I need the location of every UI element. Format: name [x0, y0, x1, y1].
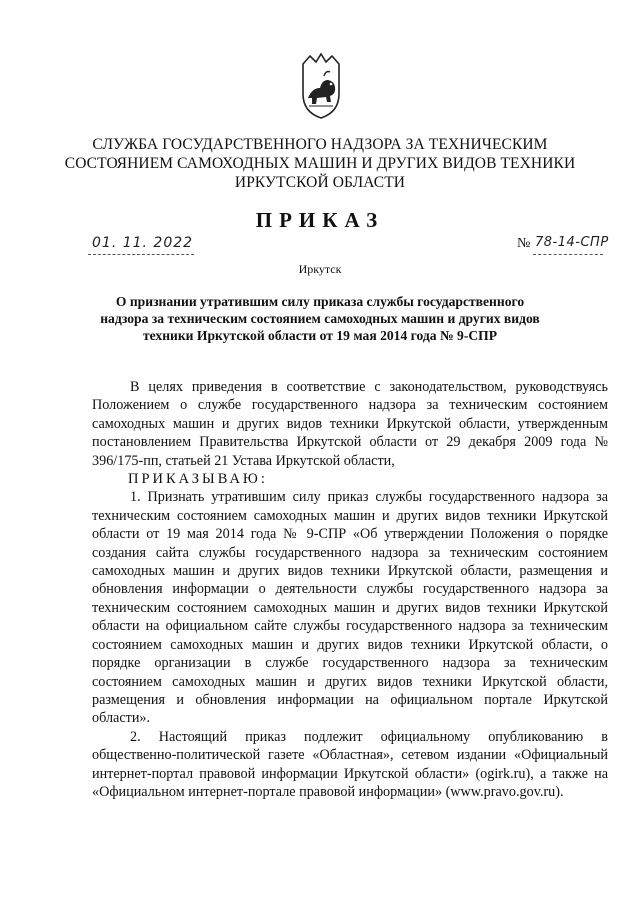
agency-name: [60, 135, 580, 192]
title-line-3: техники Иркутской области от 19 мая 2014 года № 9-СПР: [142, 328, 498, 343]
number-underline: [533, 254, 603, 255]
document-city: Иркутск: [298, 262, 342, 276]
preamble-paragraph: В целях приведения в соответствие с законодательством, руководствуясь Положением о службе государственного надзора за техническим состоянием самоходных машин и других видов техники Иркутской области, утвержденным постановлением Правительства Иркутской области от 29 декабря 2009 года № 396/175-пп, статьей 21 Устава Иркутской области,: [92, 379, 608, 469]
document-date: 01. 11. 2022: [92, 235, 194, 251]
document-title: [100, 293, 540, 344]
document-type: ПРИКАЗ: [255, 208, 385, 232]
coat-of-arms-icon: [300, 50, 342, 120]
agency-line-3: ИРКУТСКОЙ ОБЛАСТИ: [234, 174, 406, 191]
title-line-2: надзора за техническим состоянием самоходных машин и других видов: [100, 311, 540, 326]
number-label: №: [517, 236, 531, 251]
date-underline: [88, 254, 194, 255]
document-body: [92, 378, 608, 801]
agency-line-1: СЛУЖБА ГОСУДАРСТВЕННОГО НАДЗОРА ЗА ТЕХНИЧЕСКИМ: [92, 136, 548, 153]
document-number: 78-14-СПР: [535, 235, 609, 250]
order-word: ПРИКАЗЫВАЮ:: [128, 471, 268, 488]
item-1-paragraph: 1. Признать утратившим силу приказ службы государственного надзора за техническим состоянием самоходных машин и других видов техники Иркутской области от 19 мая 2014 года № 9-СПР «Об утверждении Положения о порядке создания сайта службы государственного надзора за техническим состоянием самоходных машин и других видов техники Иркутской области, размещения и обновления информации о деятельности службы государственного надзора за техническим состоянием самоходных машин и других видов техники Иркутской области на официальном сайте службы государственного надзора за техническим состоянием самоходных машин и других видов техники Иркутской области, о порядке организации в службе государственного надзора за техническим состоянием самоходных машин и других видов техники Иркутской области, размещения и обновления информации на официальном портале Иркутской области».: [92, 489, 608, 727]
item-2-paragraph: 2. Настоящий приказ подлежит официальному опубликованию в общественно-политической газете «Областная», сетевом издании «Официальный интернет-портал правовой информации Иркутской области» (ogirk.ru), а также на «Официальном интернет-портале правовой информации» (www.pravo.gov.ru).: [92, 728, 608, 800]
title-line-1: О признании утратившим силу приказа службы государственного: [115, 294, 525, 309]
agency-line-2: СОСТОЯНИЕМ САМОХОДНЫХ МАШИН И ДРУГИХ ВИДОВ ТЕХНИКИ: [64, 155, 576, 172]
